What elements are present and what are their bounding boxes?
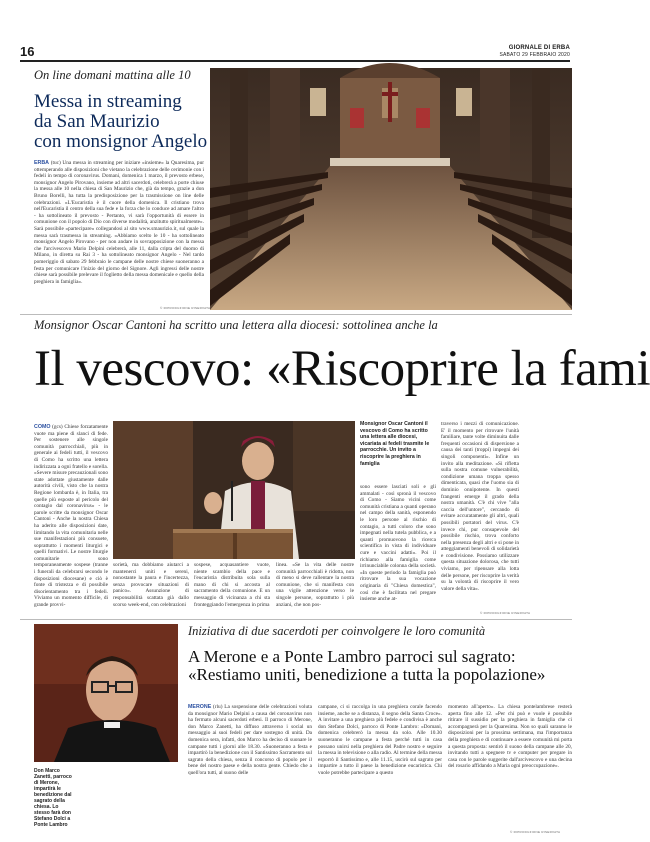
bishop-image: [113, 421, 355, 559]
priest-photo: [34, 624, 178, 762]
article2-photo-caption: Monsignor Oscar Cantoni il vescovo di Como ha scritto una lettera alle diocesi, vicariata ai fedeli trasmite le parrocchie. Un invito a riscoprire la preghiera in famiglia: [360, 421, 430, 467]
article1-credit: © RIPRODUZIONE RISERVATA: [160, 306, 211, 310]
page-header: [20, 44, 570, 62]
article2-headline: Il vescovo: «Riscoprire la fami: [34, 341, 650, 397]
article3-col3: momento all'aperto». La chiesa pontelambrese resterà aperta fino alle 12. «Per chi può e vuole è possibile ritirare il sussidio per la preghiera in famiglia che ci accompagnerà per la Quaresima. Non so quali saranno le disposizioni per la prossima settimana, ma l'importanza della preghiera e di continuare a essere comunità mi porta a questa proposta: sentirò il suono della campane alle 20, invitando tutti a spegnere tv e computer per pregare in casa con le parole suggerite dall'arcivescovo e una decina del rosario affidando a Maria ogni preoccupazione».: [448, 704, 572, 770]
masthead-title: GIORNALE DI ERBA: [508, 45, 570, 51]
church-interior-image: [210, 68, 572, 310]
article3-col1: [188, 704, 312, 832]
article3-headline-line2: «Restiamo uniti, benedizione a tutta la popolazione»: [188, 664, 546, 684]
article3-dateline: MERONE: [188, 704, 212, 710]
article1-body: [34, 160, 204, 304]
article3-kicker: Iniziativa di due sacerdoti per coinvolgere le loro comunità: [188, 624, 486, 638]
page-number: 16: [20, 44, 35, 59]
article2-col3: sospese, acquasantiere vuote, niente scambio della pace e l'eucaristia distribuita sola sulla mano di chi si accosta al sacramento della comunione. E un messaggio di vicinanza a chi sta fronteggiando l'emergenza in prima: [194, 562, 270, 608]
article2-col1-text: (gcs) Chiese forzatamente vuote ma piene di slanci di fede. Per sostenere alle singole comunità parrocchiali, più in generale ai fedeli tutti, il vescovo di Como ha scritto una lettera indirizzata a ogni fratello e sorella. «Severe misure precauzionali sono state adottate giustamente dalle autorità civili, visto che la nostra Regione lombarda è, in Italia, tra quelle più esposte al pericolo del contagio dal coronavirus» - le parole scritte da monsignor Oscar Cantoni - Anche la nostra Chiesa ha aderito alle disposizioni date, limitando la vita comunitaria nelle sue manifestazioni più consuete, soprattutto i momenti liturgici e quelli formativi. Le nostre liturgie comunitarie sono temporaneamente sospese (tranne i funerali da celebrarsi secondo le disposizioni diocesane) e ciò è fonte di tristezza e di possibile disorientamento tra i fedeli. Viviamo un momento difficile, di grande provvi-: [34, 424, 108, 609]
article3-side-caption: Don Marco Zanetti, parroco di Merone, impartirà le benedizione dal sagrato della chiesa. Lo stesso farà don Stefano Dolci a Ponte Lambro: [34, 768, 72, 828]
priest-image: [34, 624, 178, 762]
article1-body-text: (tuc) Una messa in streaming per iniziare «insieme» la Quaresima, pur ottemperando alle disposizioni che vietano la celebrazione delle cerimonie con i fedeli in tempo di coronavirus. Domani, domenica 1 marzo, il prevosto erbese, monsignor Angelo Pirovano, insieme ad altri sacerdoti, celebrerà a porte chiuse la messa alle 10 nella chiesa di San Maurizio che, già da tempo, grazie a don Bruno Borelli, ha tutta la predisposizione per la trasmissione on line delle celebrazioni. «L'Eucaristia è il cuore della domenica. Il cristiano trova nell'Eucaristia il centro della sua fede e la forza che lo conduce ad amare l'altro - ha sottolineato il prevosto - Pertanto, vi sarà l'opportunità di essere in comunione con il popolo di Dio con diverse modalità, anzitutto spiritualmente». Sarà possibile «partecipare» collegandosi al sito www.smaurizio.it, sul quale la messa sarà trasmessa in streaming. «Abbiamo scelto le 10 - ha sottolineato monsignor Angelo Pirovano - per non andare in sovrapposizione con la messa che l'arcivescovo Mario Delpini celebrerà, alle 11, dalla cripta del duomo di Milano, in diretta su Rai 3 - ha sottolineato monsignor Angelo - Nel tardo pomeriggio di sabato 29 febbraio le campane delle nostre chiese suoneranno a festa per comunicare l'inizio del giorno del Signore. Agli ingressi delle nostre chiese sarà possibile prelevare il foglietto della messa domenicale e quello della preghiera in famiglia».: [34, 160, 204, 285]
article2-credit: © RIPRODUZIONE RISERVATA: [480, 611, 531, 615]
masthead: [499, 45, 570, 59]
article2-kicker: Monsignor Oscar Cantoni ha scritto una lettera alla diocesi: sottolinea anche la: [34, 318, 438, 332]
article3-credit: © RIPRODUZIONE RISERVATA: [510, 830, 561, 834]
article2-col4: linea. «Se la vita delle nostre comunità parrocchiali è ridotta, non di meno si deve rallentare la nostra comunione, che si manifesta con una vigile attenzione verso le singole persone, soprattutto i più anziani, che non pos-: [276, 562, 354, 608]
article1-kicker: On line domani mattina alle 10: [34, 68, 191, 82]
article3-headline: [188, 648, 572, 684]
section-divider-2: [20, 619, 572, 620]
article3-col2: campane, ci si raccolga in una preghiera corale facendo insieme, anche se a distanza, il segno della Santa Croce». A invitare a una preghiera più fedele e condivisa è anche don Stefano Dolci, parroco di Ponte Lambro: «Domani, domenica celebrerò la messa da solo. Alle 10.30 suoneranno le campane a festa perché tutti in casa possano unirsi nella preghiera del Padre nostro e seguire la messa in televisione o alla radio. Al termine della messa esporrò il Santissimo e, alle 11.15, uscirò sul sagrato per impartire a tutto il paese la benedizione eucaristica. Chi vuole potrebbe partecipare a questo: [318, 704, 442, 776]
bishop-photo: [113, 421, 355, 559]
church-interior-photo: [210, 68, 572, 310]
section-divider-1: [20, 314, 572, 315]
article2-col1: [34, 424, 108, 612]
article1-headline-line1: Messa in streaming: [34, 91, 182, 112]
article1-headline-line3: con monsignor Angelo: [34, 130, 208, 152]
article3-headline-line1: A Merone e a Ponte Lambro parroci sul sagrato:: [188, 647, 516, 666]
masthead-date: SABATO 29 FEBBRAIO 2020: [499, 52, 570, 58]
article1-headline-line2: da San Maurizio: [34, 110, 160, 132]
article2-col6: traverso i mezzi di comunicazione. E' il momento per ritrovare l'unità familiare, tante volte diminuita dalle frequenti occasioni di dispersione a causa dei tanti (troppi) impegni dei singoli componenti». Infine un invito alla meditazione. «Si rifletta sulla nostra comune vulnerabilità, condizione umana troppa spesso dimenticata, quasi che l'uomo sia di dominio onnipotente. In questi frangenti emerge il grado della nostra umanità. C'è chi vive "alla caccia dell'untore", cercando di evitare accuratamente gli altri, quali possibili portatori del virus. C'è invece chi, pur consapevole del possibile rischio, trova conforto nella presenza degli altri e si pone in atteggiamenti benevoli di solidarietà e condivisione. Possiamo utilizzare questa situazione dolorosa, che tutti viviamo, per ripensare alla lotta delle persone, per riscoprire la verità su la volontà di riscoprire il vero valore della vita».: [441, 421, 519, 592]
article2-col2: sorietà, ma dobbiamo aiutarci a mantenerci uniti e sereni, nonostante la paura e l'incertezza, senza provocare situazioni di panico». Assunzione di responsabilità scattata già dallo scorso week-end, con celebrazioni: [113, 562, 189, 608]
article2-dateline: COMO: [34, 424, 51, 430]
article1-dateline: ERBA: [34, 160, 50, 166]
article3-col1-text: (rlu) La sospensione delle celebrazioni voluta da monsignor Mario Delpini a causa del coronavirus non ha fermato alcuni sacerdoti erbesi. Il parroco di Merone, don Marco Zanetti, ha diffuso attraverso i social un messaggio ai suoi fedeli per dare sostegno di unità. Da domenica sera, infatti, don Marco ha deciso di suonare le campane tutti i giorni alle 18.30. «Suoneranno a festa e impartirò la benedizione con il Santissimo Sacramento sul sagrato della chiesa, senza il concorso di popolo per il bene del nostro paese e della nostra gente. Chiedo che a quell'ora tutti, al suono delle: [188, 704, 312, 776]
article2-col5: sono essere lasciati soli e gli ammalati - così spronà il vescovo di Como - Siamo vicini come comunità cristiana a quanti operano nel campo della sanità, esponendo le loro persone al rischio di contagio, a tutti coloro che sono impegnati nella tutela pubblica, e a quanti promuovono la ricerca scientifica in vista di individuare cure e vaccini adatti». Poi il richiamo alla famiglia come irrinunciabile colonna della società. «In queste periodo la famiglia può ritrovare la sua vocazione originaria di "Chiesa domestica", così che è facilitata nel pregare insieme anche at-: [360, 484, 436, 603]
article1-headline: [34, 92, 214, 152]
